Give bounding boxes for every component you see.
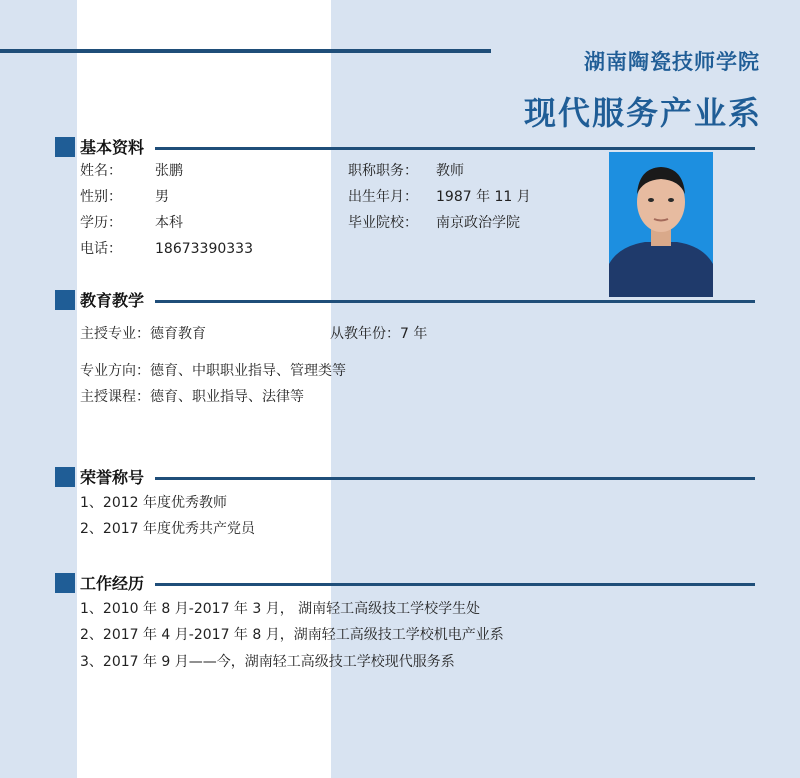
graduate-school-value: 南京政治学院 — [436, 215, 520, 231]
profile-photo — [609, 152, 713, 297]
section-marker-icon — [55, 467, 75, 487]
teaching-years: 从教年份：7 年 — [330, 326, 428, 342]
work-item: 2、2017 年 4 月-2017 年 8 月，湖南轻工高级技工学校机电产业系 — [80, 627, 504, 643]
gender-value: 男 — [155, 189, 169, 205]
degree-label: 学历： — [80, 215, 122, 231]
degree-value: 本科 — [155, 215, 183, 231]
work-item: 3、2017 年 9 月——今，湖南轻工高级技工学校现代服务系 — [80, 654, 455, 670]
header-rule — [0, 49, 491, 53]
school-name: 湖南陶瓷技师学院 — [584, 50, 760, 74]
graduate-school-label: 毕业院校： — [348, 215, 418, 231]
background-left-stripe — [0, 0, 77, 778]
section-rule — [155, 147, 755, 150]
name-value: 张鹏 — [155, 163, 183, 179]
phone-value: 18673390333 — [155, 241, 253, 257]
section-rule — [155, 477, 755, 480]
job-title-label: 职称职务： — [348, 163, 418, 179]
phone-label: 电话： — [80, 241, 122, 257]
specialty-direction: 专业方向：德育、中职职业指导、管理类等 — [80, 363, 346, 379]
main-courses: 主授课程：德育、职业指导、法律等 — [80, 389, 304, 405]
honor-item: 2、2017 年度优秀共产党员 — [80, 521, 255, 537]
section-marker-icon — [55, 573, 75, 593]
section-title: 工作经历 — [80, 574, 145, 593]
birth-label: 出生年月： — [348, 189, 418, 205]
job-title-value: 教师 — [436, 163, 464, 179]
person-portrait-icon — [609, 152, 713, 297]
section-title: 教育教学 — [80, 291, 145, 310]
honor-item: 1、2012 年度优秀教师 — [80, 495, 227, 511]
section-rule — [155, 583, 755, 586]
work-item: 1、2010 年 8 月-2017 年 3 月， 湖南轻工高级技工学校学生处 — [80, 601, 481, 617]
section-title: 荣誉称号 — [80, 468, 145, 487]
department-title: 现代服务产业系 — [523, 94, 762, 132]
major-subject: 主授专业：德育教育 — [80, 326, 206, 342]
gender-label: 性别： — [80, 189, 122, 205]
section-marker-icon — [55, 137, 75, 157]
birth-value: 1987 年 11 月 — [436, 189, 531, 205]
section-title: 基本资料 — [80, 138, 145, 157]
section-rule — [155, 300, 755, 303]
name-label: 姓名： — [80, 163, 122, 179]
section-marker-icon — [55, 290, 75, 310]
